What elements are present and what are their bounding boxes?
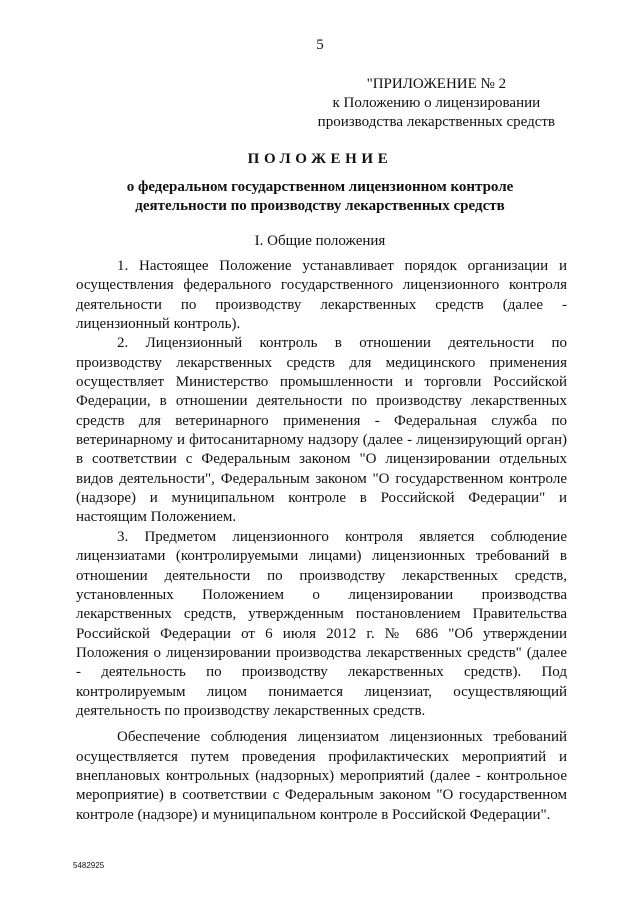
paragraph-4: Обеспечение соблюдения лицензиатом лицензионных требований осуществляется путем проведения профилактических мероприятий и внеплановых контрольных (надзорных) мероприятий (далее - контрольное мероприятие) в соответствии с Федеральным законом "О государственном контроле (надзоре) и муниципальном контроле в Российской Федерации".	[76, 729, 567, 823]
document-subtitle	[0, 178, 640, 216]
paragraph-2: 2. Лицензионный контроль в отношении деятельности по производству лекарственных средств для медицинского применения осуществляет Министерство промышленности и торговли Российской Федерации, в отношении деятельности по производству лекарственных средств для ветеринарного применения - Федеральная служба по ветеринарному и фитосанитарному надзору (далее - лицензирующий орган) в соответствии с Федеральным законом "О лицензировании отдельных видов деятельности", Федеральным законом "О государственном контроле (надзоре) и муниципальном контроле в Российской Федерации" и настоящим Положением.	[76, 335, 567, 526]
document-code: 5482925	[73, 861, 105, 870]
appendix-reference-line1: к Положению о лицензировании	[332, 95, 541, 111]
section-heading: I. Общие положения	[254, 233, 386, 249]
appendix-header	[318, 75, 555, 132]
page-number: 5	[316, 37, 324, 53]
body-text	[76, 257, 567, 825]
appendix-reference-line2: производства лекарственных средств	[317, 114, 555, 130]
subtitle-line2: деятельности по производству лекарственных средств	[135, 198, 505, 214]
appendix-title: "ПРИЛОЖЕНИЕ № 2	[366, 76, 507, 92]
document-title: ПОЛОЖЕНИЕ	[247, 151, 393, 167]
paragraph-1: 1. Настоящее Положение устанавливает порядок организации и осуществления федерального государственного лицензионного контроля деятельности по производству лекарственных средств (далее - лицензионный контроль).	[76, 258, 567, 333]
subtitle-line1: о федеральном государственном лицензионном контроле	[126, 179, 514, 195]
paragraph-3: 3. Предметом лицензионного контроля является соблюдение лицензиатами (контролируемыми лицами) лицензионных требований в отношении деятельности по производству лекарственных средств, установленных Положением о лицензировании производства лекарственных средств, утвержденным постановлением Правительства Российской Федерации от 6 июля 2012 г. № 686 "Об утверждении Положения о лицензировании производства лекарственных средств" (далее - деятельность по производству лекарственных средств). Под контролируемым лицом понимается лицензиат, осуществляющий деятельность по производству лекарственных средств.	[76, 528, 567, 719]
